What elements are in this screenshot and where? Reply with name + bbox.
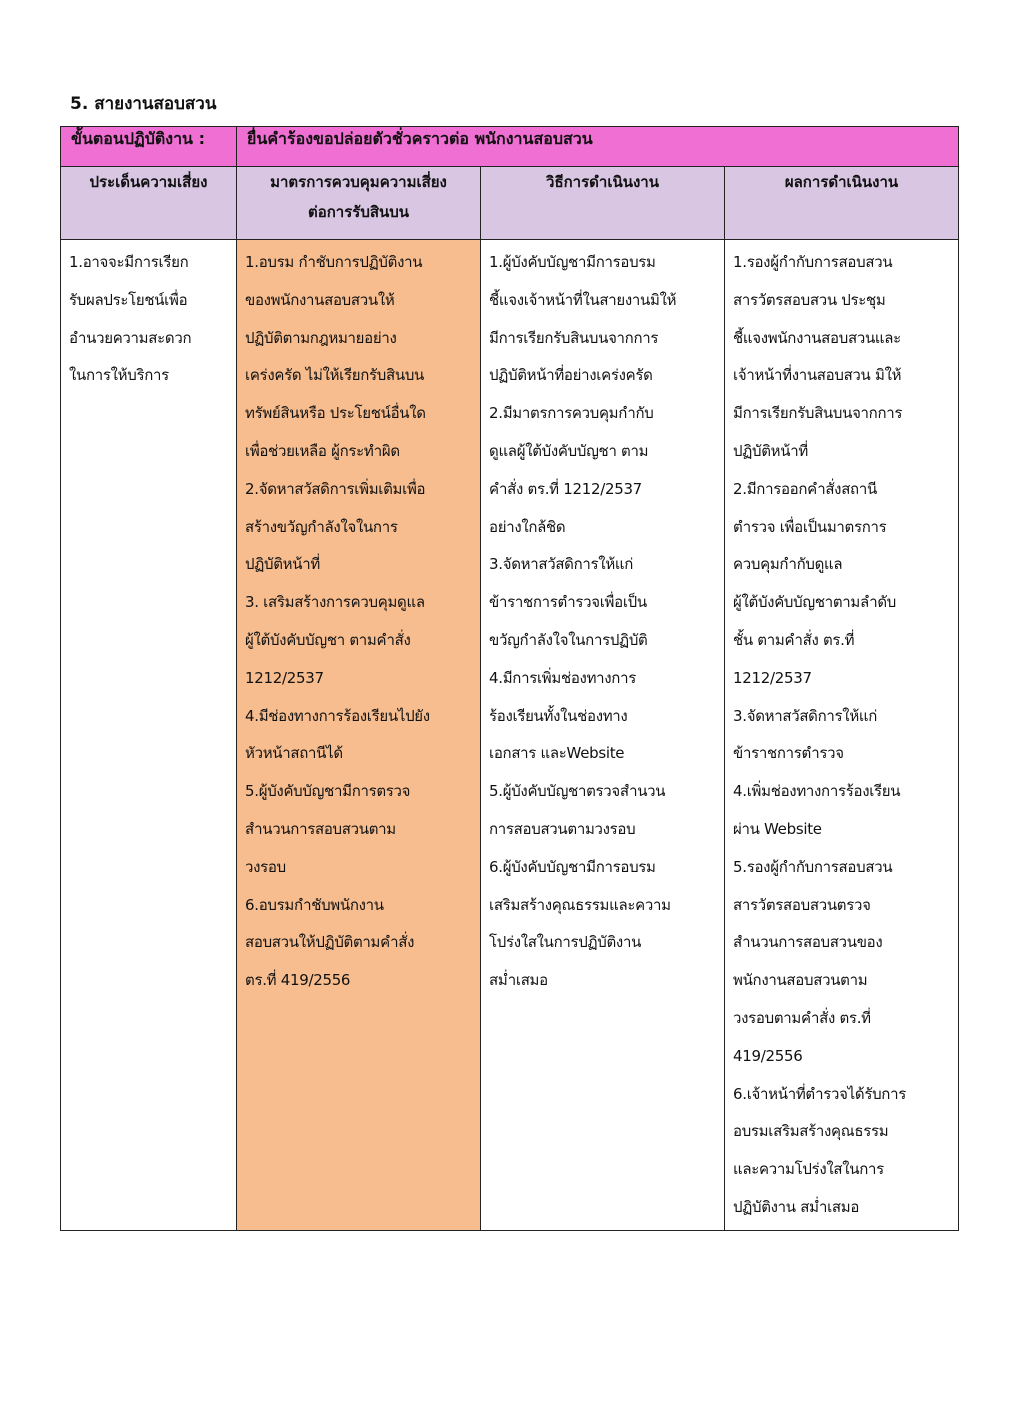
result-line: ผู้ใต้บังคับบัญชาตามลำดับ: [733, 593, 896, 612]
result-line: 3.จัดหาสวัสดิการให้แก่: [733, 706, 878, 725]
measures-line: 6.อบรมกำชับพนักงาน: [245, 895, 384, 914]
result-line: มีการเรียกรับสินบนจากการ: [733, 404, 903, 423]
header-measures: [237, 167, 481, 240]
result-line: 4.เพิ่มช่องทางการร้องเรียน: [733, 782, 901, 801]
risk-line: ในการให้บริการ: [69, 366, 169, 385]
measures-line: สอบสวนให้ปฏิบัติตามคำสั่ง: [245, 933, 415, 952]
method-line: ปฏิบัติหน้าที่อย่างเคร่งครัด: [489, 366, 653, 385]
risk-cell: [61, 240, 237, 1231]
method-line: ร้องเรียนทั้งในช่องทาง: [489, 706, 628, 725]
measures-cell: [237, 240, 481, 1231]
measures-line: 5.ผู้บังคับบัญชามีการตรวจ: [245, 782, 411, 801]
header-result: ผลการดำเนินงาน: [725, 167, 959, 240]
result-line: ข้าราชการตำรวจ: [733, 744, 844, 763]
method-line: ชี้แจงเจ้าหน้าที่ในสายงานมิให้: [489, 290, 677, 309]
risk-line: อำนวยความสะดวก: [69, 328, 192, 347]
result-line: วงรอบตามคำสั่ง ตร.ที่: [733, 1008, 871, 1027]
result-line: และความโปร่งใสในการ: [733, 1160, 884, 1179]
result-line: ควบคุมกำกับดูแล: [733, 555, 843, 574]
section-title: 5. สายงานสอบสวน: [70, 94, 217, 114]
measures-line: เพื่อช่วยเหลือ ผู้กระทำผิด: [245, 441, 400, 460]
header-measures-line2: ต่อการรับสินบน: [307, 203, 410, 221]
method-cell: [481, 240, 725, 1231]
result-line: ปฏิบัติงาน สม่ำเสมอ: [733, 1197, 860, 1216]
result-line: ชั้น ตามคำสั่ง ตร.ที่: [733, 630, 855, 649]
method-line: ดูแลผู้ใต้บังคับบัญชา ตาม: [489, 441, 649, 460]
method-line: 1.ผู้บังคับบัญชามีการอบรม: [489, 253, 656, 271]
body-row: [61, 240, 959, 1231]
method-line: เอกสาร และWebsite: [489, 744, 625, 763]
method-line: การสอบสวนตามวงรอบ: [489, 819, 636, 838]
measures-line: 1.อบรม กำชับการปฏิบัติงาน: [245, 253, 423, 271]
result-line: พนักงานสอบสวนตาม: [733, 971, 868, 990]
result-line: สารวัตรสอบสวน ประชุม: [733, 290, 886, 309]
method-line: เสริมสร้างคุณธรรมและความ: [489, 895, 671, 914]
result-line: ตำรวจ เพื่อเป็นมาตรการ: [733, 517, 887, 536]
method-line: 6.ผู้บังคับบัญชามีการอบรม: [489, 857, 656, 876]
method-line: คำสั่ง ตร.ที่ 1212/2537: [489, 479, 642, 498]
result-line: เจ้าหน้าที่งานสอบสวน มิให้: [733, 366, 902, 385]
result-line: ชี้แจงพนักงานสอบสวนและ: [733, 328, 901, 347]
method-line: สม่ำเสมอ: [489, 971, 548, 990]
risk-control-table: [60, 126, 959, 1231]
step-row: [61, 127, 959, 167]
method-line: 2.มีมาตรการควบคุมกำกับ: [489, 404, 654, 423]
result-line: สำนวนการสอบสวนของ: [733, 933, 883, 952]
method-line: โปร่งใสในการปฏิบัติงาน: [489, 933, 642, 952]
result-line: ผ่าน Website: [733, 819, 822, 838]
result-line: 6.เจ้าหน้าที่ตำรวจได้รับการ: [733, 1084, 906, 1103]
header-risk: ประเด็นความเสี่ยง: [61, 167, 237, 240]
result-line: 5.รองผู้กำกับการสอบสวน: [733, 857, 893, 876]
measures-line: ตร.ที่ 419/2556: [245, 971, 351, 990]
measures-line: 2.จัดหาสวัสดิการเพิ่มเติมเพื่อ: [245, 479, 426, 498]
measures-line: ทรัพย์สินหรือ ประโยชน์อื่นใด: [245, 404, 426, 423]
method-line: 5.ผู้บังคับบัญชาตรวจสำนวน: [489, 782, 666, 801]
measures-line: หัวหน้าสถานีได้: [245, 744, 343, 763]
result-cell: [725, 240, 959, 1231]
measures-line: ปฏิบัติตามกฎหมายอย่าง: [245, 328, 397, 347]
method-line: 3.จัดหาสวัสดิการให้แก่: [489, 555, 634, 574]
measures-line: ปฏิบัติหน้าที่: [245, 555, 320, 574]
header-measures-line1: มาตรการควบคุมความเสี่ยง: [270, 173, 447, 191]
result-line: ปฏิบัติหน้าที่: [733, 441, 808, 460]
measures-line: สำนวนการสอบสวนตาม: [245, 819, 396, 838]
header-row: [61, 167, 959, 240]
measures-line: 1212/2537: [245, 668, 324, 687]
measures-line: 4.มีช่องทางการร้องเรียนไปยัง: [245, 706, 430, 725]
method-line: ขวัญกำลังใจในการปฏิบัติ: [489, 630, 648, 649]
step-value: ยื่นคำร้องขอปล่อยตัวชั่วคราวต่อ พนักงานสอบสวน: [237, 127, 959, 167]
measures-line: เคร่งครัด ไม่ให้เรียกรับสินบน: [245, 366, 425, 385]
measures-line: สร้างขวัญกำลังใจในการ: [245, 517, 398, 536]
measures-line: ผู้ใต้บังคับบัญชา ตามคำสั่ง: [245, 630, 411, 649]
result-line: สารวัตรสอบสวนตรวจ: [733, 895, 871, 914]
result-line: 1212/2537: [733, 668, 812, 687]
result-line: 1.รองผู้กำกับการสอบสวน: [733, 253, 893, 271]
risk-line: 1.อาจจะมีการเรียก: [69, 253, 189, 271]
result-line: 2.มีการออกคำสั่งสถานี: [733, 479, 877, 498]
method-line: มีการเรียกรับสินบนจากการ: [489, 328, 659, 347]
header-method: วิธีการดำเนินงาน: [481, 167, 725, 240]
measures-line: ของพนักงานสอบสวนให้: [245, 290, 395, 309]
step-label: ขั้นตอนปฏิบัติงาน :: [61, 127, 237, 167]
measures-line: วงรอบ: [245, 857, 286, 876]
result-line: อบรมเสริมสร้างคุณธรรม: [733, 1122, 889, 1141]
method-line: อย่างใกล้ชิด: [489, 517, 566, 536]
risk-line: รับผลประโยชน์เพื่อ: [69, 290, 188, 309]
method-line: ข้าราชการตำรวจเพื่อเป็น: [489, 593, 647, 612]
result-line: 419/2556: [733, 1046, 803, 1065]
method-line: 4.มีการเพิ่มช่องทางการ: [489, 668, 636, 687]
measures-line: 3. เสริมสร้างการควบคุมดูแล: [245, 593, 425, 612]
